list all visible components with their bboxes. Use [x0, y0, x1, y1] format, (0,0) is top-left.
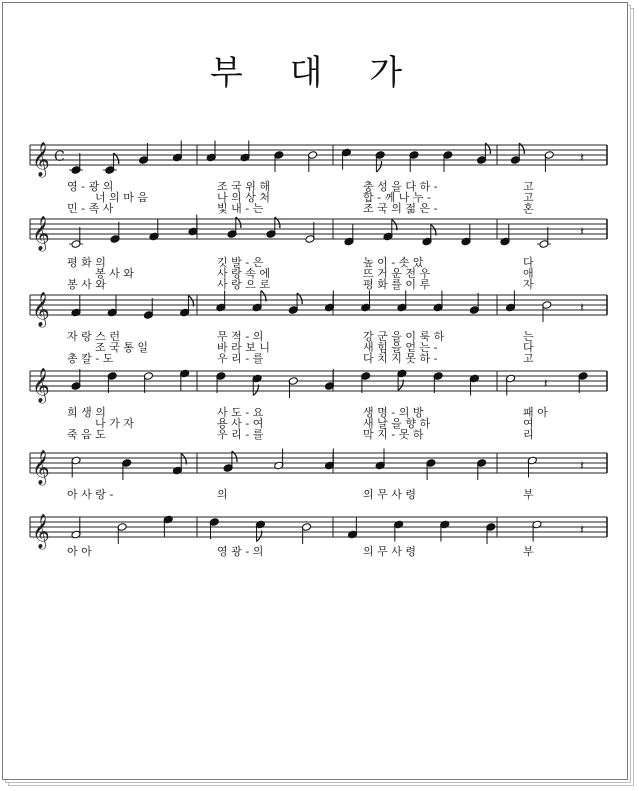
- lyric-line: 생 명 - 의 방: [363, 406, 424, 419]
- lyric-line: 새 힘 을 얻 는 -: [363, 341, 438, 354]
- lyric-line: 무 적 - 의: [217, 330, 264, 343]
- lyric-line: 충 성 을 다 하 -: [363, 180, 438, 193]
- lyric-line: 평 화 를 이 루: [363, 278, 431, 291]
- lyric-line: 자: [523, 278, 534, 291]
- lyric-line: 조 국 의 젊 은 -: [363, 202, 438, 215]
- treble-clef-icon: 𝄞: [32, 450, 50, 485]
- quarter-rest-icon: 𝄽: [543, 377, 548, 392]
- lyric-line: 의 무 사 령: [363, 545, 416, 558]
- lyric-line: 의 무 사 령: [363, 488, 416, 501]
- lyric-line: 다: [523, 341, 534, 354]
- treble-clef-icon: 𝄞: [32, 292, 50, 327]
- lyric-line: 고: [523, 191, 534, 204]
- quarter-rest-icon: 𝄽: [580, 523, 584, 538]
- lyric-line: 총 칼 - 도: [67, 352, 114, 365]
- lyric-line: 나 의 상 처: [217, 191, 270, 204]
- quarter-rest-icon: 𝄽: [580, 151, 584, 166]
- lyric-line: 패 아: [523, 406, 548, 419]
- lyric-line: 희 생 의: [67, 406, 106, 419]
- lyric-line: 바 라 보 니: [217, 341, 270, 354]
- lyric-line: 높 이 - 솟 았: [363, 256, 424, 269]
- music-score: [3, 3, 627, 779]
- lyric-line: 봉 사 와: [67, 278, 106, 291]
- lyric-line: 우 리 - 를: [217, 428, 264, 441]
- lyric-line: 강 군 을 이 룩 하: [363, 330, 445, 343]
- lyric-line: 사 도 - 요: [217, 406, 264, 419]
- lyric-line: 고: [523, 180, 534, 193]
- lyric-line: 부: [523, 545, 534, 558]
- lyric-line: 리: [523, 428, 534, 441]
- lyric-line: 아 아: [67, 545, 92, 558]
- lyric-line: 영 광 - 의: [217, 545, 264, 558]
- lyric-line: 합 - 께 나 누 -: [363, 191, 431, 204]
- lyric-line: 자 랑 스 런: [67, 330, 120, 343]
- lyric-line: 막 지 - 못 하: [363, 428, 424, 441]
- lyric-line: 아 사 랑 -: [67, 488, 114, 501]
- lyric-line: 나 가 자: [95, 417, 134, 430]
- quarter-rest-icon: 𝄽: [580, 301, 584, 316]
- treble-clef-icon: 𝄞: [32, 142, 50, 177]
- quarter-rest-icon: 𝄽: [580, 225, 584, 240]
- lyric-line: 는: [523, 330, 534, 343]
- lyric-line: 뜨 거 운 전 우: [363, 267, 431, 280]
- treble-clef-icon: 𝄞: [32, 216, 50, 251]
- lyric-line: 조 국 위 해: [217, 180, 270, 193]
- song-title: 부 대 가: [209, 53, 421, 93]
- lyric-line: 조 국 통 일: [95, 341, 148, 354]
- quarter-rest-icon: 𝄽: [580, 459, 584, 474]
- lyric-line: 새 날 을 향 하: [363, 417, 431, 430]
- lyric-line: 영 - 광 의: [67, 180, 114, 193]
- treble-clef-icon: 𝄞: [32, 514, 50, 549]
- treble-clef-icon: 𝄞: [32, 368, 50, 403]
- lyric-line: 다: [523, 256, 534, 269]
- lyric-line: 죽 음 도: [67, 428, 106, 441]
- lyric-line: 빛 내 - 는: [217, 202, 264, 215]
- lyric-line: 의: [217, 488, 228, 501]
- lyric-line: 너 의 마 음: [95, 191, 148, 204]
- lyric-line: 고: [523, 352, 534, 365]
- lyric-line: 부: [523, 488, 534, 501]
- lyric-line: 애: [523, 267, 534, 280]
- lyric-line: 우 리 - 를: [217, 352, 264, 365]
- lyric-line: 용 사 - 여: [217, 417, 264, 430]
- score-page: [2, 2, 628, 780]
- lyric-line: 민 - 족 사: [67, 202, 114, 215]
- lyric-line: 사 랑 으 로: [217, 278, 270, 291]
- lyric-line: 평 화 의: [67, 256, 106, 269]
- lyric-line: 사 랑 속 에: [217, 267, 270, 280]
- time-signature: C: [54, 149, 65, 165]
- lyric-line: 혼: [523, 202, 534, 215]
- lyric-line: 다 치 지 못 하 -: [363, 352, 438, 365]
- lyric-line: 깃 발 - 은: [217, 256, 264, 269]
- eighth-flag: [376, 161, 381, 172]
- lyric-line: 봉 사 와: [95, 267, 134, 280]
- lyric-line: 여: [523, 417, 534, 430]
